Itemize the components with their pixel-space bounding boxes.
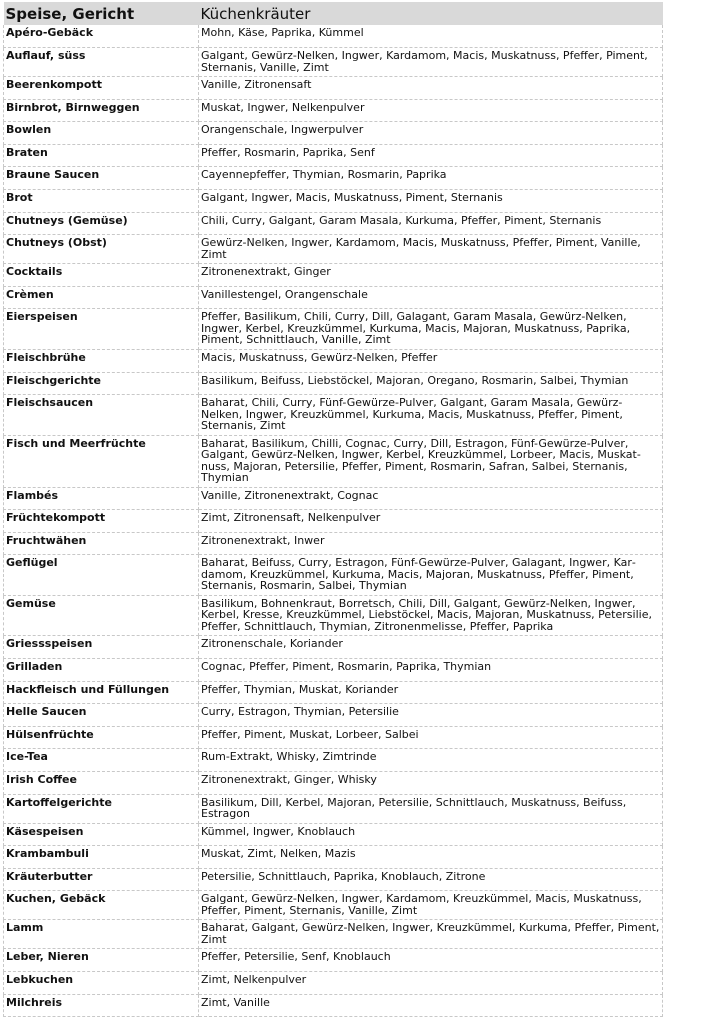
herbs-cell: Pfeffer, Basilikum, Chili, Curry, Dill, Galagant, Garam Masala, Gewürz-Nelken, Ingwer, Kerbel, Kreuzkümmel, Kurkuma, Macis, Majoran, Muskatnuss, Paprika, Piment, Schnittlauch, Vanille, Zimt bbox=[199, 309, 663, 350]
herbs-cell: Rum-Extrakt, Whisky, Zimtrinde bbox=[199, 749, 663, 772]
dish-cell: Käsespeisen bbox=[4, 823, 199, 846]
dish-cell: Fleischbrühe bbox=[4, 349, 199, 372]
dish-cell: Geflügel bbox=[4, 555, 199, 596]
herbs-cell: Muskat, Ingwer, Nelkenpulver bbox=[199, 99, 663, 122]
herbs-cell: Zimt, Nelkenpulver bbox=[199, 971, 663, 994]
table-body bbox=[4, 25, 663, 1017]
herbs-cell: Macis, Muskatnuss, Gewürz-Nelken, Pfeffer bbox=[199, 349, 663, 372]
table-row bbox=[4, 264, 663, 287]
dish-cell: Irish Coffee bbox=[4, 771, 199, 794]
dish-cell: Auflauf, süss bbox=[4, 48, 199, 77]
table-row bbox=[4, 48, 663, 77]
herbs-cell: Baharat, Chili, Curry, Fünf-Gewürze-Pulver, Galgant, Garam Masala, Gewürz-Nelken, Ingwer, Kreuzkümmel, Kurkuma, Macis, Muskatnuss, Pfeffer, Piment, Sternanis, Zimt bbox=[199, 395, 663, 436]
dish-cell: Fleischgerichte bbox=[4, 372, 199, 395]
dish-cell: Apéro-Gebäck bbox=[4, 25, 199, 48]
herbs-cell: Pfeffer, Rosmarin, Paprika, Senf bbox=[199, 144, 663, 167]
table-row bbox=[4, 891, 663, 920]
table-row bbox=[4, 372, 663, 395]
herbs-cell: Baharat, Basilikum, Chilli, Cognac, Curry, Dill, Estragon, Fünf-Gewürze-Pulver, Galgant, Gewürz-Nelken, Ingwer, Kerbel, Kreuzkümmel, Lorbeer, Macis, Muskatnuss, Majoran, Petersilie, Pfeffer, Piment, Rosmarin, Safran, Salbei, Sternanis, Thymian bbox=[199, 435, 663, 487]
dish-cell: Lamm bbox=[4, 920, 199, 949]
dish-cell: Chutneys (Obst) bbox=[4, 235, 199, 264]
dish-cell: Braune Saucen bbox=[4, 167, 199, 190]
dish-cell: Braten bbox=[4, 144, 199, 167]
dish-cell: Griessspeisen bbox=[4, 636, 199, 659]
herbs-cell: Orangenschale, Ingwerpulver bbox=[199, 122, 663, 145]
dish-cell: Grilladen bbox=[4, 659, 199, 682]
table-row bbox=[4, 510, 663, 533]
dish-cell: Bowlen bbox=[4, 122, 199, 145]
table-row bbox=[4, 971, 663, 994]
table-row bbox=[4, 435, 663, 487]
dish-cell: Kuchen, Gebäck bbox=[4, 891, 199, 920]
herbs-cell: Zitronenschale, Koriander bbox=[199, 636, 663, 659]
spice-table bbox=[3, 2, 663, 1017]
header-herbs: Küchenkräuter bbox=[199, 2, 663, 25]
herbs-cell: Pfeffer, Petersilie, Senf, Knoblauch bbox=[199, 949, 663, 972]
dish-cell: Hülsenfrüchte bbox=[4, 726, 199, 749]
dish-cell: Fisch und Meerfrüchte bbox=[4, 435, 199, 487]
table-row bbox=[4, 749, 663, 772]
herbs-cell: Vanille, Zitronenextrakt, Cognac bbox=[199, 487, 663, 510]
table-row bbox=[4, 823, 663, 846]
dish-cell: Eierspeisen bbox=[4, 309, 199, 350]
table-row bbox=[4, 395, 663, 436]
table-row bbox=[4, 681, 663, 704]
table-row bbox=[4, 659, 663, 682]
table-row bbox=[4, 794, 663, 823]
table-row bbox=[4, 77, 663, 100]
herbs-cell: Pfeffer, Piment, Muskat, Lorbeer, Salbei bbox=[199, 726, 663, 749]
herbs-cell: Galgant, Gewürz-Nelken, Ingwer, Kardamom, Macis, Muskatnuss, Pfeffer, Piment, Sternanis, Vanille, Zimt bbox=[199, 48, 663, 77]
dish-cell: Kräuterbutter bbox=[4, 868, 199, 891]
table-row bbox=[4, 949, 663, 972]
table-header-row bbox=[4, 2, 663, 25]
table-row bbox=[4, 286, 663, 309]
table-row bbox=[4, 122, 663, 145]
dish-cell: Beerenkompott bbox=[4, 77, 199, 100]
header-dish: Speise, Gericht bbox=[4, 2, 199, 25]
herbs-cell: Galgant, Ingwer, Macis, Muskatnuss, Piment, Sternanis bbox=[199, 190, 663, 213]
herbs-cell: Curry, Estragon, Thymian, Petersilie bbox=[199, 704, 663, 727]
table-row bbox=[4, 190, 663, 213]
table-row bbox=[4, 726, 663, 749]
table-row bbox=[4, 167, 663, 190]
dish-cell: Milchreis bbox=[4, 994, 199, 1017]
dish-cell: Leber, Nieren bbox=[4, 949, 199, 972]
dish-cell: Hackfleisch und Füllungen bbox=[4, 681, 199, 704]
herbs-cell: Zitronenextrakt, Ginger, Whisky bbox=[199, 771, 663, 794]
dish-cell: Birnbrot, Birnweggen bbox=[4, 99, 199, 122]
herbs-cell: Muskat, Zimt, Nelken, Mazis bbox=[199, 846, 663, 869]
herbs-cell: Zitronenextrakt, Ginger bbox=[199, 264, 663, 287]
dish-cell: Chutneys (Gemüse) bbox=[4, 212, 199, 235]
herbs-cell: Pfeffer, Thymian, Muskat, Koriander bbox=[199, 681, 663, 704]
table-row bbox=[4, 99, 663, 122]
herbs-cell: Baharat, Beifuss, Curry, Estragon, Fünf-Gewürze-Pulver, Galagant, Ingwer, Kardamom, Kreuzkümmel, Kurkuma, Macis, Majoran, Muskatnuss, Pfeffer, Piment, Sternanis, Rosmarin, Salbei, Thymian bbox=[199, 555, 663, 596]
dish-cell: Früchtekompott bbox=[4, 510, 199, 533]
herbs-cell: Mohn, Käse, Paprika, Kümmel bbox=[199, 25, 663, 48]
table-row bbox=[4, 212, 663, 235]
herbs-cell: Chili, Curry, Galgant, Garam Masala, Kurkuma, Pfeffer, Piment, Sternanis bbox=[199, 212, 663, 235]
herbs-cell: Petersilie, Schnittlauch, Paprika, Knoblauch, Zitrone bbox=[199, 868, 663, 891]
dish-cell: Lebkuchen bbox=[4, 971, 199, 994]
herbs-cell: Kümmel, Ingwer, Knoblauch bbox=[199, 823, 663, 846]
table-row bbox=[4, 771, 663, 794]
dish-cell: Fleischsaucen bbox=[4, 395, 199, 436]
herbs-cell: Basilikum, Dill, Kerbel, Majoran, Petersilie, Schnittlauch, Muskatnuss, Beifuss, Estragon bbox=[199, 794, 663, 823]
table-row bbox=[4, 636, 663, 659]
table-row bbox=[4, 309, 663, 350]
table-row bbox=[4, 595, 663, 636]
herbs-cell: Zimt, Zitronensaft, Nelkenpulver bbox=[199, 510, 663, 533]
table-row bbox=[4, 487, 663, 510]
herbs-cell: Cayennepfeffer, Thymian, Rosmarin, Paprika bbox=[199, 167, 663, 190]
herbs-cell: Baharat, Galgant, Gewürz-Nelken, Ingwer, Kreuzkümmel, Kurkuma, Pfeffer, Piment, Zimt bbox=[199, 920, 663, 949]
herbs-cell: Zimt, Vanille bbox=[199, 994, 663, 1017]
herbs-cell: Vanillestengel, Orangenschale bbox=[199, 286, 663, 309]
table-row bbox=[4, 349, 663, 372]
document-page bbox=[3, 2, 662, 1017]
dish-cell: Helle Saucen bbox=[4, 704, 199, 727]
dish-cell: Cocktails bbox=[4, 264, 199, 287]
table-row bbox=[4, 25, 663, 48]
table-row bbox=[4, 144, 663, 167]
herbs-cell: Basilikum, Beifuss, Liebstöckel, Majoran, Oregano, Rosmarin, Salbei, Thymian bbox=[199, 372, 663, 395]
dish-cell: Gemüse bbox=[4, 595, 199, 636]
herbs-cell: Basilikum, Bohnenkraut, Borretsch, Chili, Dill, Galgant, Gewürz-Nelken, Ingwer, Kerbel, Kresse, Kreuzkümmel, Liebstöckel, Macis, Majoran, Muskatnuss, Petersilie, Pfeffer, Schnittlauch, Thymian, Zitronenmelisse, Pfeffer, Paprika bbox=[199, 595, 663, 636]
dish-cell: Crèmen bbox=[4, 286, 199, 309]
dish-cell: Brot bbox=[4, 190, 199, 213]
dish-cell: Kartoffelgerichte bbox=[4, 794, 199, 823]
table-row bbox=[4, 846, 663, 869]
dish-cell: Fruchtwähen bbox=[4, 532, 199, 555]
table-row bbox=[4, 555, 663, 596]
herbs-cell: Gewürz-Nelken, Ingwer, Kardamom, Macis, Muskatnuss, Pfeffer, Piment, Vanille, Zimt bbox=[199, 235, 663, 264]
table-row bbox=[4, 235, 663, 264]
dish-cell: Flambés bbox=[4, 487, 199, 510]
dish-cell: Krambambuli bbox=[4, 846, 199, 869]
table-row bbox=[4, 994, 663, 1017]
table-row bbox=[4, 920, 663, 949]
herbs-cell: Zitronenextrakt, Inwer bbox=[199, 532, 663, 555]
table-row bbox=[4, 704, 663, 727]
dish-cell: Ice-Tea bbox=[4, 749, 199, 772]
herbs-cell: Galgant, Gewürz-Nelken, Ingwer, Kardamom, Kreuzkümmel, Macis, Muskatnuss, Pfeffer, Piment, Sternanis, Vanille, Zimt bbox=[199, 891, 663, 920]
herbs-cell: Vanille, Zitronensaft bbox=[199, 77, 663, 100]
herbs-cell: Cognac, Pfeffer, Piment, Rosmarin, Paprika, Thymian bbox=[199, 659, 663, 682]
table-row bbox=[4, 868, 663, 891]
table-row bbox=[4, 532, 663, 555]
